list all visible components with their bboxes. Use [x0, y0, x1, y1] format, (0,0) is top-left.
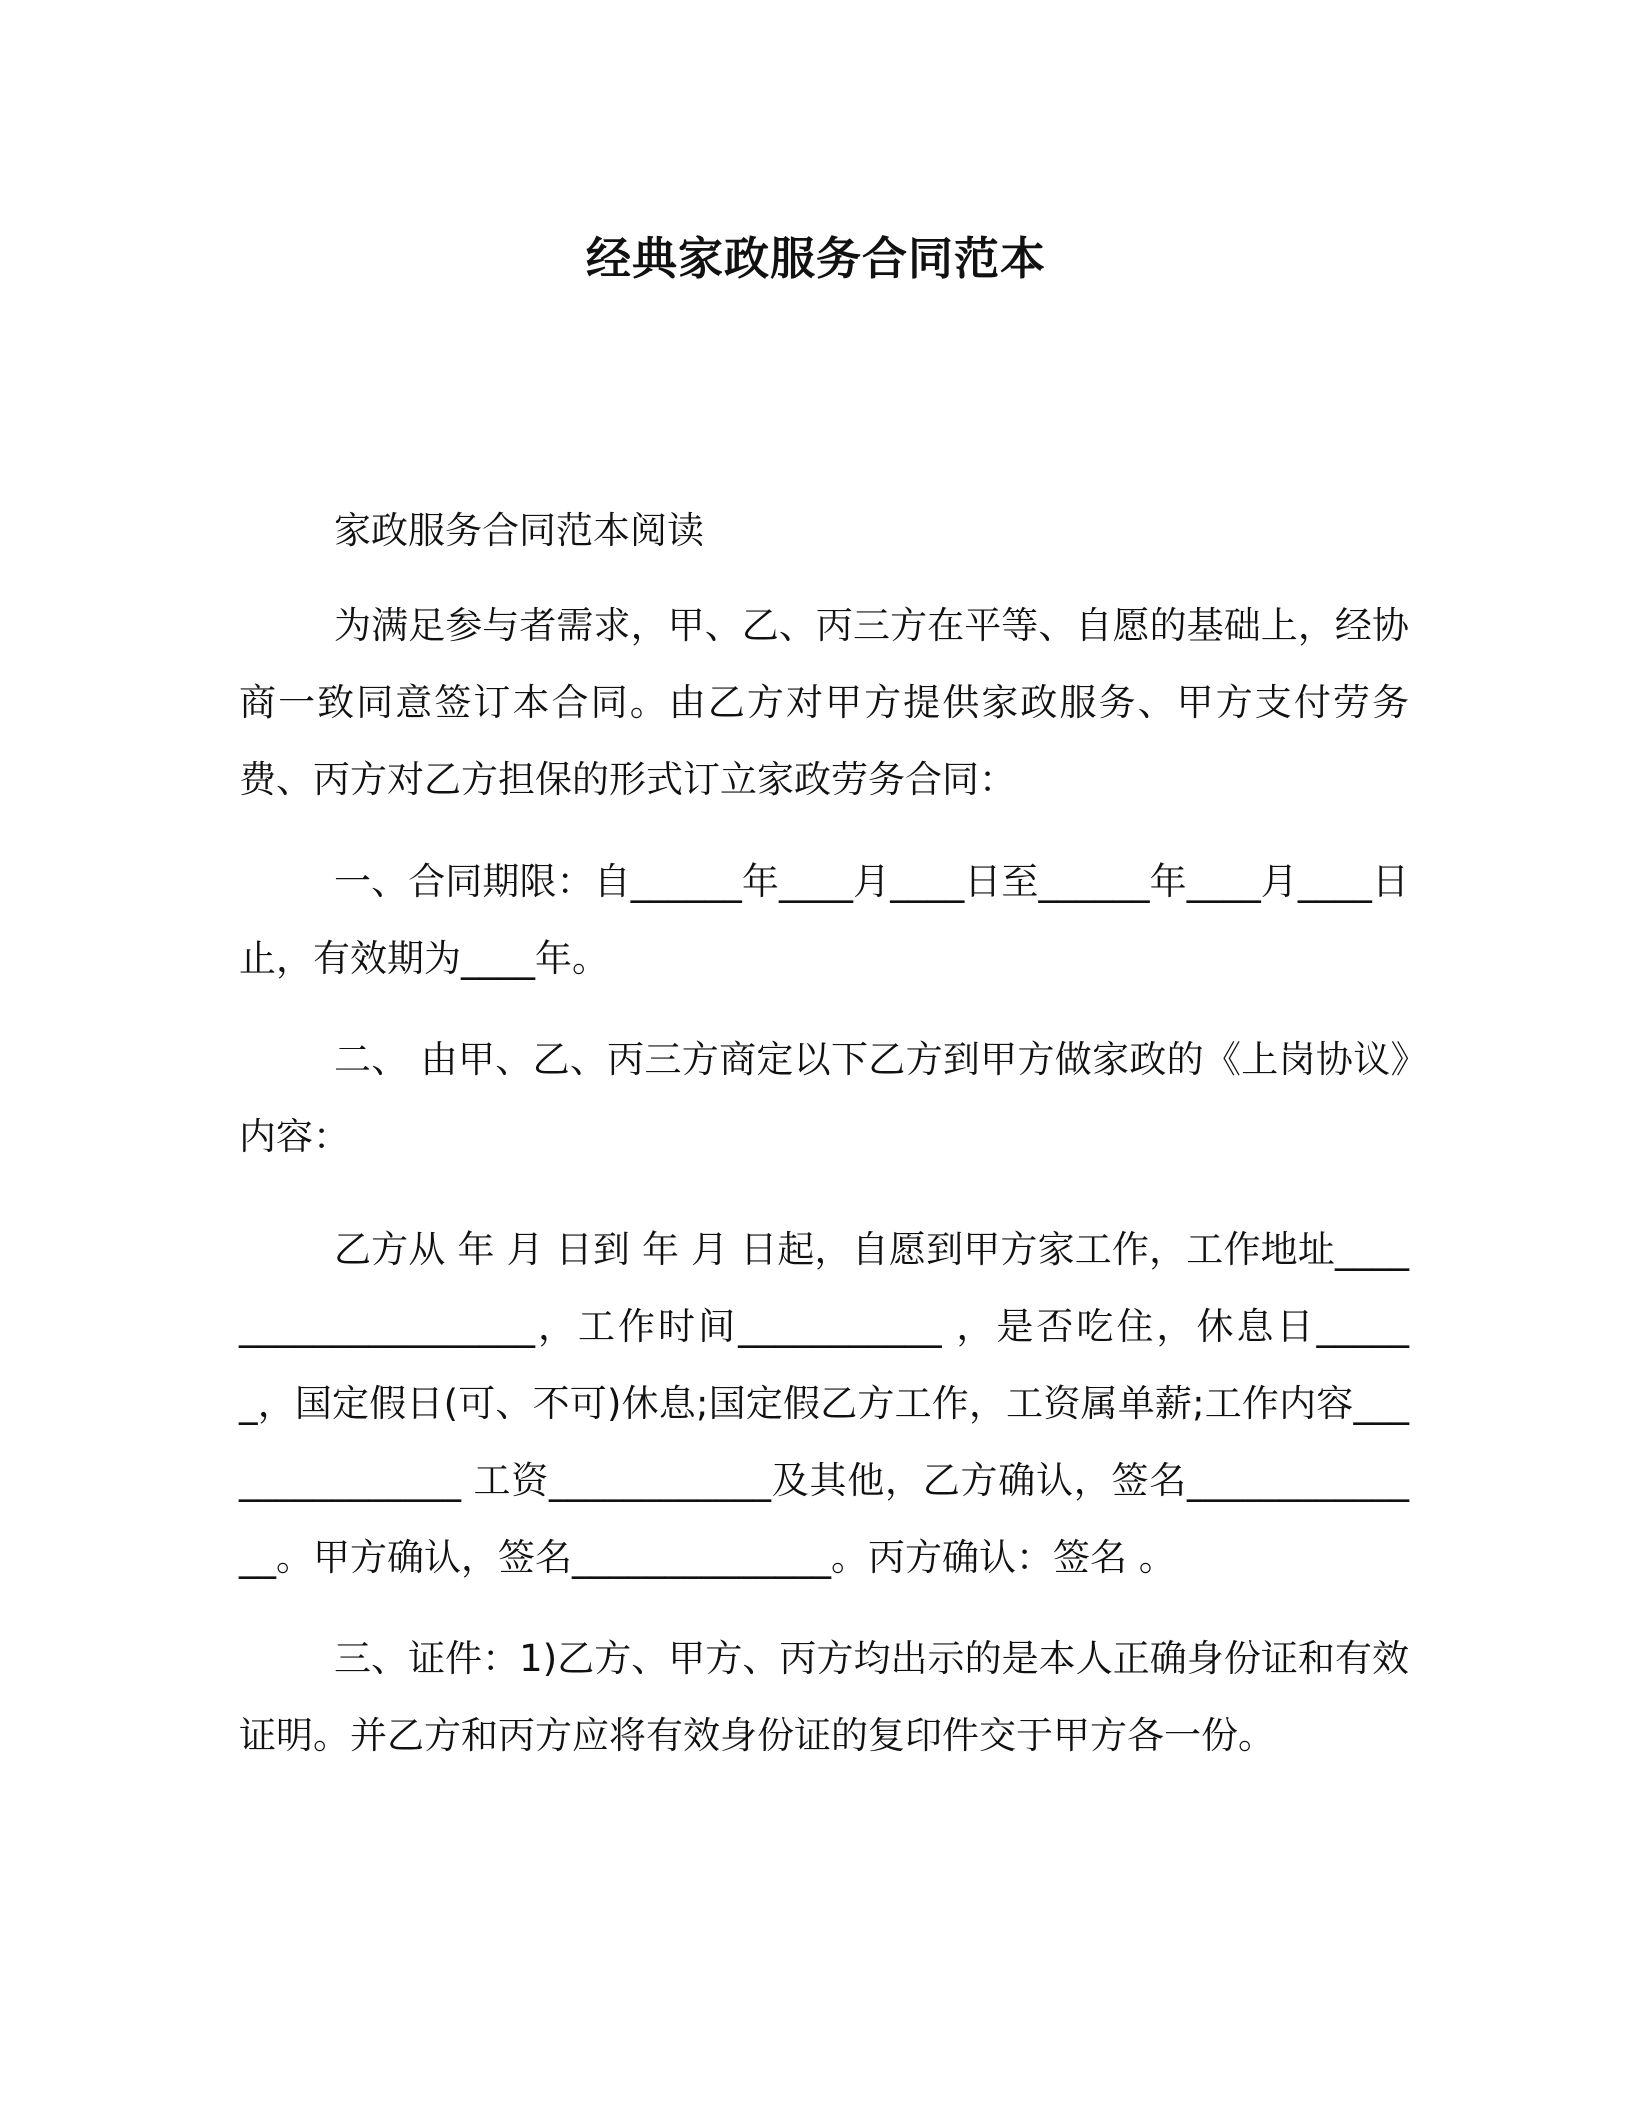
paragraph-certificates: 三、证件：1)乙方、甲方、丙方均出示的是本人正确身份证和有效证明。并乙方和丙方应将有效身份证的复印件交于甲方各一份。	[239, 1637, 1409, 1757]
paragraph-intro: 为满足参与者需求，甲、乙、丙三方在平等、自愿的基础上，经协商一致同意签订本合同。由乙方对甲方提供家政服务、甲方支付劳务费、丙方对乙方担保的形式订立家政劳务合同：	[239, 604, 1409, 801]
paragraph-agreement-details: 乙方从 年 月 日到 年 月 日起，自愿到甲方家工作，工作地址____________________，工作时间___________ ，是否吃住，休息日______，国定假日(可、不可)休息;国定假乙方工作，工资属单薪;工作内容_______________ 工资____________及其他，乙方确认，签名______________。甲方确认，签名______________。丙方确认：签名 。	[239, 1228, 1409, 1579]
document-subtitle: 家政服务合同范本阅读	[334, 509, 704, 552]
document-title: 经典家政服务合同范本	[585, 232, 1046, 285]
paragraph-contract-term: 一、合同期限：自______年____月____日至______年____月____日止，有效期为____年。	[239, 860, 1409, 980]
paragraph-agreement-heading: 二、 由甲、乙、丙三方商定以下乙方到甲方做家政的《上岗协议》内容：	[239, 1038, 1409, 1158]
